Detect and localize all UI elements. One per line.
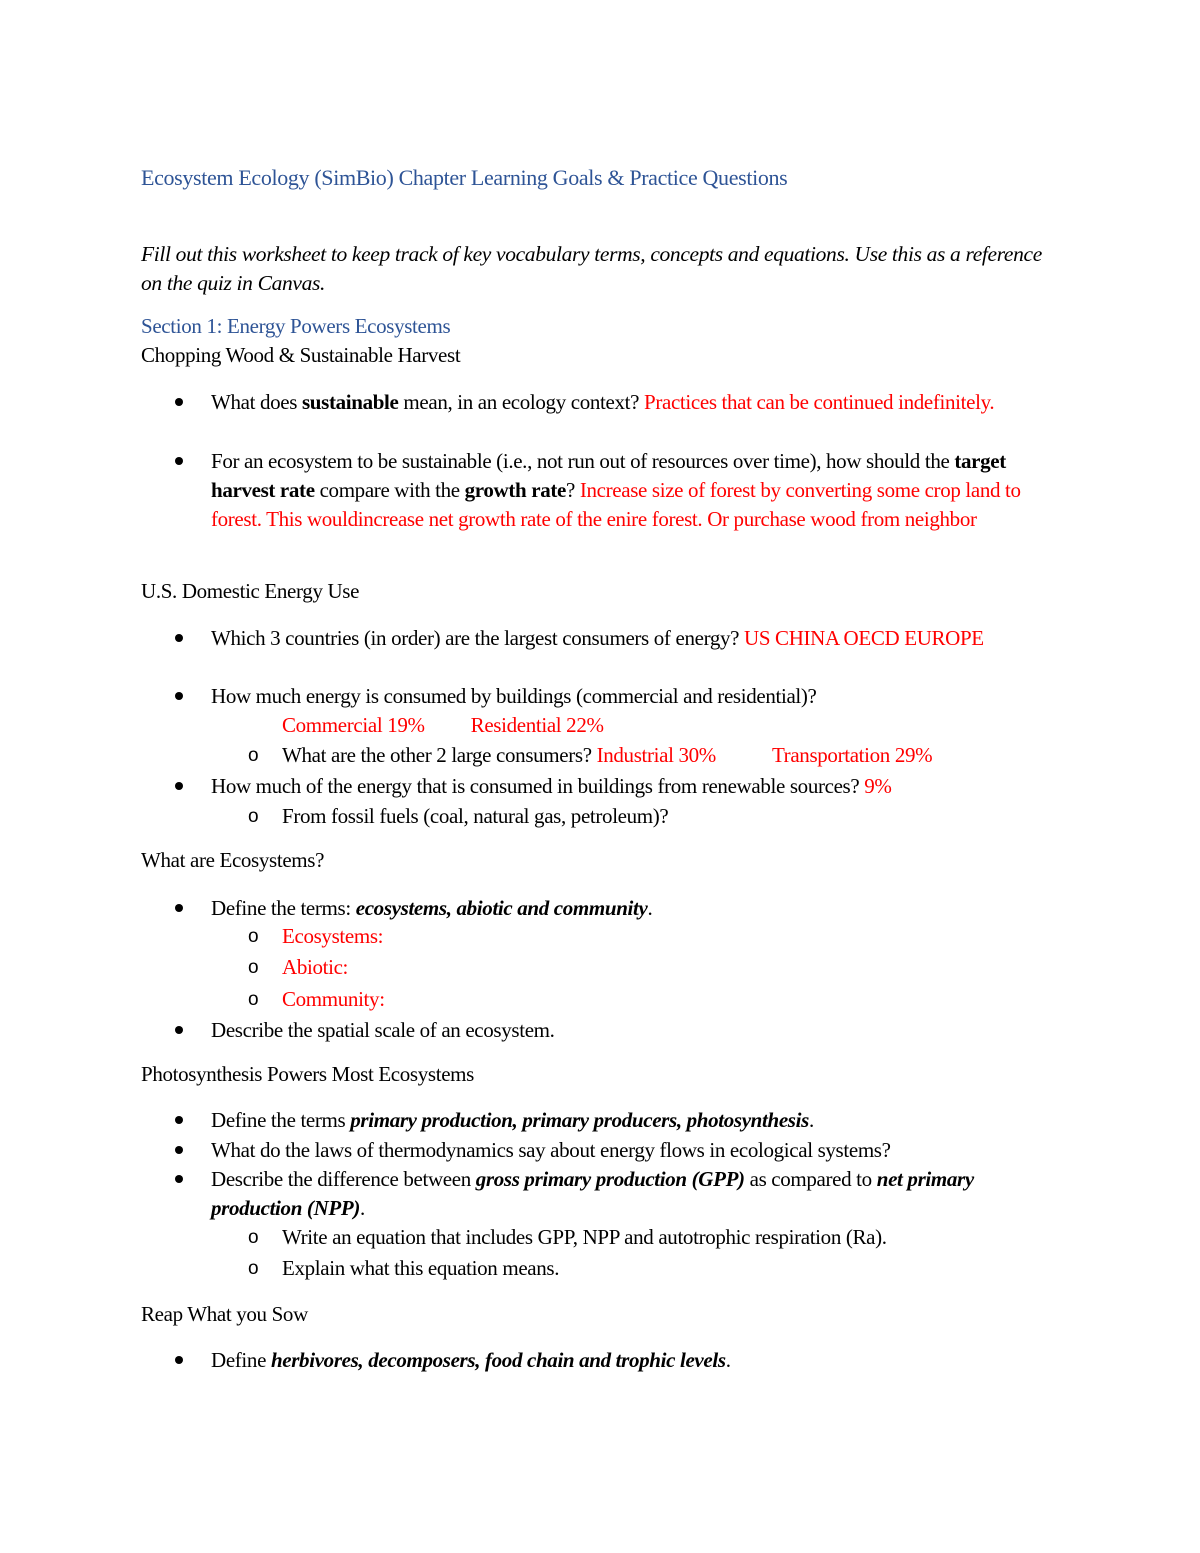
term-sustainable: sustainable (301, 390, 399, 414)
question-text: . (808, 1108, 814, 1132)
question-text: What does (211, 390, 302, 414)
term-target-harvest-rate: target harvest rate (211, 449, 1006, 502)
question-text: For an ecosystem to be sustainable (i.e., not run out of resources over time), how should the (211, 449, 955, 473)
bullet-buildings-energy (211, 682, 1061, 711)
question-text: How much energy is consumed by buildings (commercial and residential)? (211, 684, 817, 708)
question-text: Define (211, 1348, 271, 1372)
answer-sustainable: Practices that can be continued indefinitely. (644, 390, 995, 414)
subbullet-abiotic: o Abiotic: (282, 953, 1062, 982)
answer-transportation: Transportation 29% (771, 743, 933, 767)
question-text: ? (565, 478, 580, 502)
subbullet-fossil-fuels: o From fossil fuels (coal, natural gas, petroleum)? (282, 802, 1062, 831)
question-text: Define the terms (211, 1108, 351, 1132)
heading-chopping-wood: Chopping Wood & Sustainable Harvest (141, 343, 461, 367)
heading-photosynthesis: Photosynthesis Powers Most Ecosystems (141, 1062, 474, 1086)
answer-industrial: Industrial 30% (591, 743, 716, 767)
terms-ecosystems: ecosystems, abiotic and community (355, 896, 648, 920)
intro-instructions: Fill out this worksheet to keep track of key vocabulary terms, concepts and equations. Use this as a reference on the quiz in Canvas. (141, 242, 1042, 295)
question-text: Which 3 countries (in order) are the largest consumers of energy? (211, 626, 745, 650)
answer-largest-consumers: US CHINA OECD EUROPE (744, 626, 984, 650)
question-text: . (725, 1348, 731, 1372)
subbullet-ecosystems: o Ecosystems: (282, 922, 1062, 951)
term-growth-rate: growth rate (464, 478, 566, 502)
heading-reap-what-you-sow: Reap What you Sow (141, 1302, 308, 1326)
bullet-sustainable-question (211, 388, 1061, 417)
bullet-define-herbivores (211, 1346, 1061, 1375)
subbullet-other-consumers (282, 741, 1062, 770)
question-text: compare with the (314, 478, 465, 502)
question-text: Define the terms: (211, 896, 356, 920)
bullet-spatial-scale: Describe the spatial scale of an ecosystem. (211, 1016, 1061, 1045)
heading-what-are-ecosystems: What are Ecosystems? (141, 848, 325, 872)
question-text: . (647, 896, 653, 920)
bullet-gpp-npp (211, 1165, 1061, 1223)
answer-commercial: Commercial 19% (282, 713, 425, 737)
question-text: mean, in an ecology context? (398, 390, 644, 414)
question-text: Describe the difference between (211, 1167, 476, 1191)
subbullet-explain-equation: o Explain what this equation means. (282, 1254, 1062, 1283)
heading-energy-use: U.S. Domestic Energy Use (141, 579, 360, 603)
answer-buildings-energy (282, 711, 604, 740)
bullet-define-primary-production (211, 1106, 1061, 1135)
bullet-largest-consumers (211, 624, 1061, 653)
question-text: What are the other 2 large consumers? (282, 743, 592, 767)
terms-primary-production: primary production, primary producers, photosynthesis (350, 1108, 809, 1132)
bullet-harvest-question (211, 447, 1061, 534)
subbullet-community: o Community: (282, 985, 1062, 1014)
document-title: Ecosystem Ecology (SimBio) Chapter Learning Goals & Practice Questions (141, 165, 788, 190)
subbullet-equation: o Write an equation that includes GPP, NPP and autotrophic respiration (Ra). (282, 1223, 1062, 1252)
section-1-title: Section 1: Energy Powers Ecosystems (141, 314, 451, 338)
answer-residential: Residential 22% (470, 713, 604, 737)
terms-herbivores: herbivores, decomposers, food chain and trophic levels (270, 1348, 726, 1372)
question-text: How much of the energy that is consumed in buildings from renewable sources? (211, 774, 865, 798)
bullet-define-terms (211, 894, 1061, 923)
question-text: . (359, 1196, 365, 1220)
question-text: as compared to (744, 1167, 877, 1191)
term-gpp: gross primary production (GPP) (475, 1167, 745, 1191)
answer-harvest: Increase size of forest by converting some crop land to forest. This wouldincrease net growth rate of the enire forest. Or purchase wood from neighbor (211, 478, 1021, 531)
term-npp: net primary production (NPP) (211, 1167, 974, 1220)
answer-renewable: 9% (864, 774, 892, 798)
bullet-renewable (211, 772, 1061, 801)
bullet-thermodynamics: What do the laws of thermodynamics say about energy flows in ecological systems? (211, 1136, 1061, 1165)
